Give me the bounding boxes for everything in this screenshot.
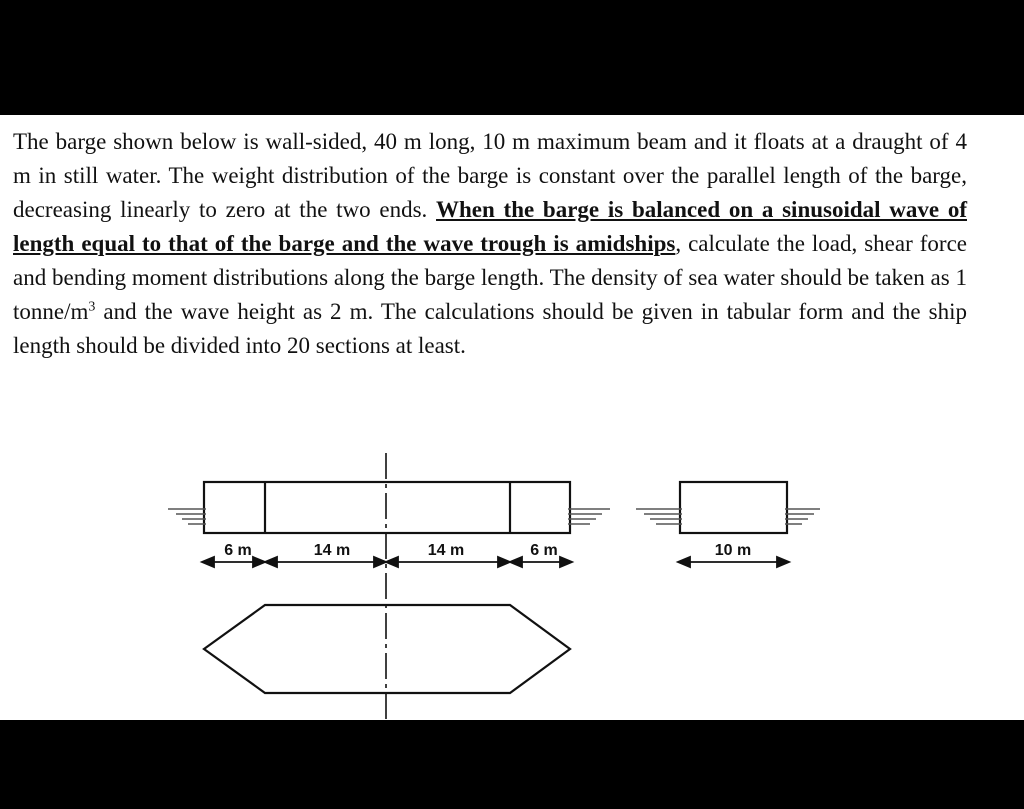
dimension-label-fwd-taper: 6 m: [530, 542, 558, 559]
dimension-label-aft-taper: 6 m: [224, 542, 252, 559]
arrow-left-end: [202, 557, 214, 567]
barge-plan-view: [204, 605, 570, 693]
arrow-beam-right: [777, 557, 789, 567]
barge-side-profile: [204, 482, 570, 533]
waterline-symbol-section-left: [636, 509, 682, 524]
problem-end: and the wave height as 2 m. The calculations should be given in tabular form and the ship length should be divided into 20 sections at least.: [13, 299, 967, 358]
waterline-symbol-section-right: [785, 509, 820, 524]
cubic-superscript: 3: [88, 299, 96, 315]
arrow-beam-left: [678, 557, 690, 567]
waterline-symbol-right: [568, 509, 610, 524]
waterline-symbol-left: [168, 509, 206, 524]
arrow-seg3-start: [386, 557, 398, 567]
problem-emphasis: When the barge is balanced on a sinusoidal wave of length equal to that of the barge and the wave trough is amidships: [13, 197, 967, 256]
arrow-right-end: [560, 557, 572, 567]
problem-intro: The barge shown below is wall-sided, 40 m long, 10 m maximum beam and it floats at a draught of 4 m in still water. The weight distribution of the barge is constant over the parallel length of the barge, decreasing linearly to zero at the two ends.: [13, 129, 967, 222]
arrow-seg2-start: [265, 557, 277, 567]
dimension-label-aft-parallel: 14 m: [313, 542, 351, 559]
arrow-seg4-start: [510, 557, 522, 567]
dimension-label-fwd-parallel: 14 m: [427, 542, 465, 559]
barge-diagram: [0, 115, 1024, 720]
dimension-label-beam: 10 m: [714, 542, 752, 559]
problem-middle: , calculate the load, shear force and bending moment distributions along the barge length. The density of sea water should be taken as 1 tonne/m: [13, 231, 967, 324]
barge-cross-section: [680, 482, 787, 533]
problem-sheet: [0, 115, 1024, 720]
